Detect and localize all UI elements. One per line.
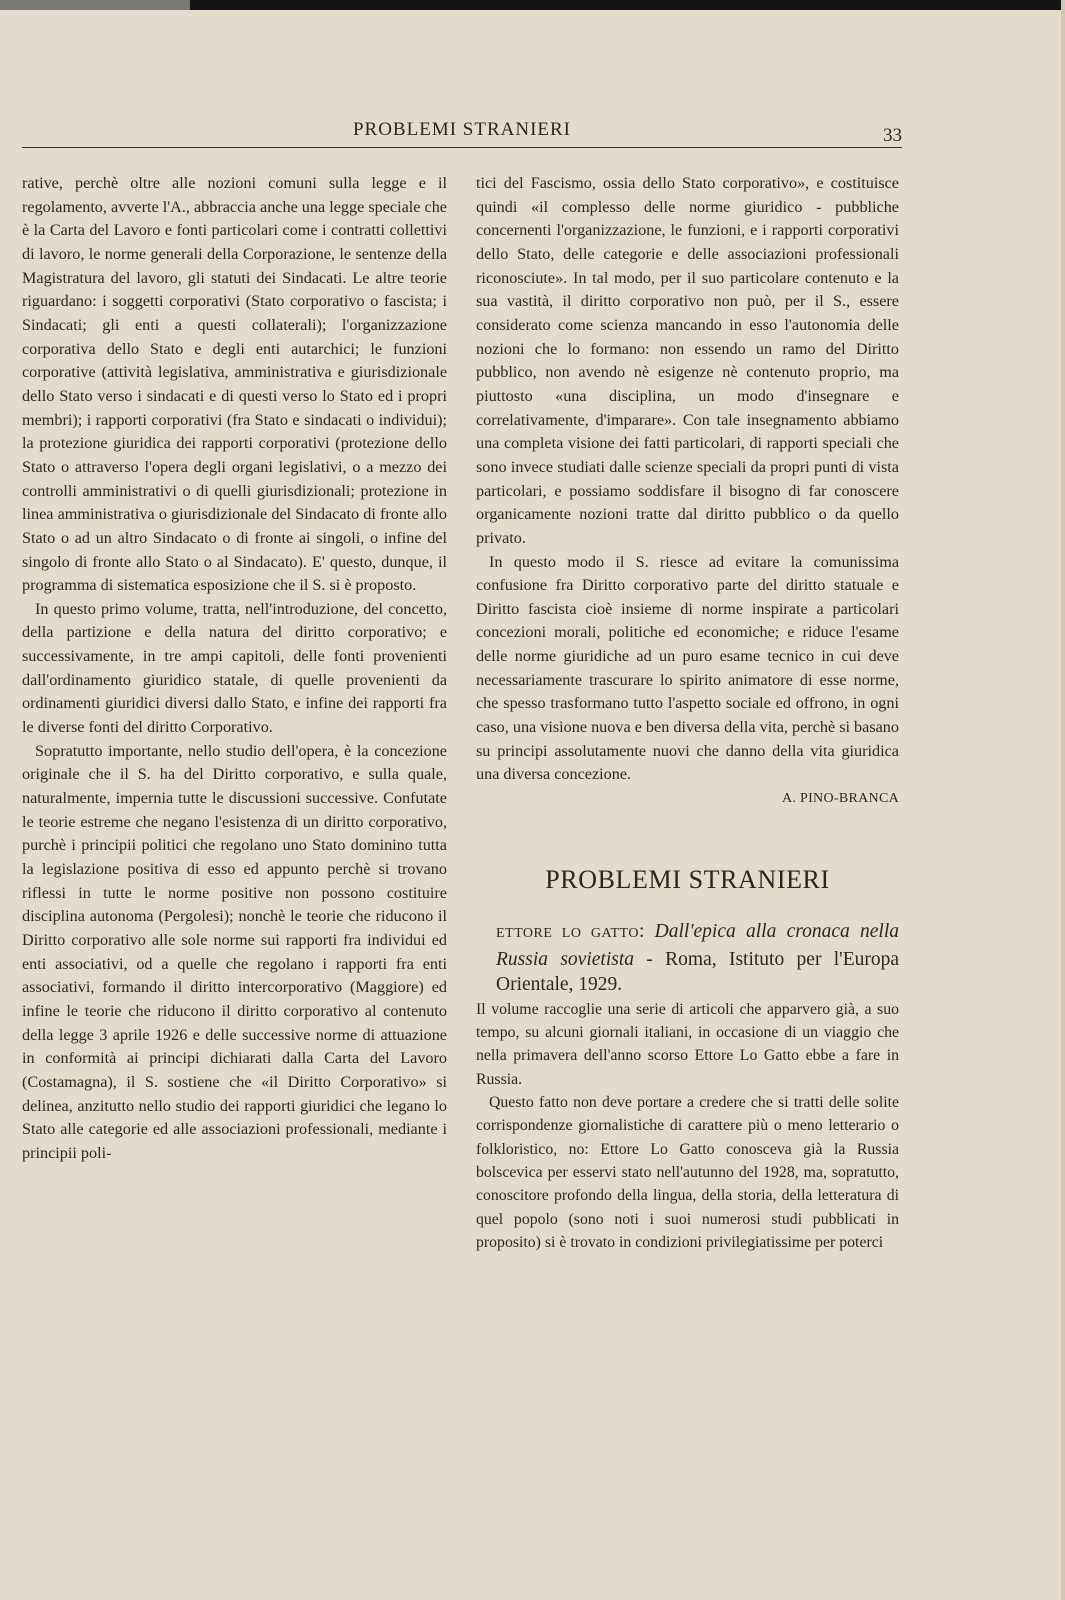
- left-paragraph-3: Sopratutto importante, nello studio dell'opera, è la concezione originale che il S. ha del Diritto corporativo, e sulla quale, naturalmente, impernia tutte le discussioni successive. Confutate le teorie estreme che negano l'esistenza di un diritto corporativo, purchè i principii politici che regolano uno Stato dominino tutta la legislazione positiva di esso ed appunto perchè si trovano riflessi in tutte le norme positive non possono costituire disciplina autonoma (Pergolesi); nonchè le teorie che riducono il Diritto corporativo alle sole norme sui rapporti fra individui ed enti associativi, od a quelle che regolano i rapporti fra enti associativi, formando il diritto intercorporativo (Maggiore) ed infine le teorie che riducono il diritto corporativo al contenuto della legge 3 aprile 1926 e delle successive norme di attuazione in conformità ai principi dichiarati dalla Carta del Lavoro (Costamagna), il S. sostiene che «il Diritto Corporativo» si delinea, anzitutto nello studio dei rapporti giuridici che legano lo Stato alle categorie ed alle associazioni professionali, mediante i principii poli-: [22, 741, 447, 1162]
- section-title: PROBLEMI STRANIERI: [545, 864, 830, 894]
- right-paragraph-2: In questo modo il S. riesce ad evitare la comunissima confusione fra Diritto corporativo parte del diritto statuale e Diritto fascista cioè insieme di norme inspirate a particolari concezioni morali, politiche ed economiche; e riduce l'esame delle norme giuridiche ad un puro esame tecnico in cui deve necessariamente trascurare lo spirito animatore di esse norme, che spesso trasformano tutto l'aspetto sociale ed offrono, in ogni caso, una visione nuova e ben diversa della vita, perchè si basano su principi assolutamente nuovi che danno della vita giuridica una diversa concezione.: [476, 552, 899, 784]
- page-header: [22, 117, 902, 153]
- left-column: [22, 172, 447, 1166]
- header-rule: [22, 147, 902, 148]
- scan-right-edge: [1061, 0, 1065, 1600]
- review-heading: ETTORE LO GATTO: Dall'epica alla cronaca nella Russia sovietista - Roma, Istituto per l'Europa Orientale, 1929.: [496, 921, 900, 996]
- review-paragraph-2: Questo fatto non deve portare a credere che si tratti delle solite corrispondenze giornalistiche di carattere più o meno letterario o folkloristico, no: Ettore Lo Gatto conosceva già la Russia bolscevica per esservi stato nell'autunno del 1928, ma, sopratutto, conoscitore profondo della lingua, della storia, della letteratura di quel popolo (sono noti i suoi numerosi studi pubblicati in proposito) si è trovato in condizioni privilegiatissime per poterci: [476, 1094, 899, 1251]
- page-number: 33: [883, 125, 902, 146]
- right-paragraph-1: tici del Fascismo, ossia dello Stato corporativo», e costituisce quindi «il complesso delle norme giuridico - pubbliche concernenti l'organizzazione, le funzioni, e i rapporti corporativi dello Stato, delle categorie e delle associazioni professionali riconosciute». In tal modo, per il suo particolare contenuto e la sua vastità, il diritto corporativo non può, per il S., essere considerato come scienza mancando in esso l'autonomia delle nozioni che lo formano: non essendo un ramo del Diritto pubblico, non avendo nè esigenze nè contenuto proprio, ma piuttosto «una disciplina, un modo d'insegnare e correlativamente, d'imparare». Con tale insegnamento abbiamo una completa visione dei fatti particolari, di rapporti speciali che sono invece studiati dalle scienze speciali da propri punti di vista particolari, e possiamo soddisfare il bisogno di far conoscere organicamente nozioni tratte dal diritto pubblico o da quello privato.: [476, 174, 899, 547]
- running-title: PROBLEMI STRANIERI: [352, 119, 572, 140]
- left-paragraph-1: rative, perchè oltre alle nozioni comuni sulla legge e il regolamento, avverte l'A., abbraccia anche una legge speciale che è la Carta del Lavoro e fonti particolari come i contratti collettivi di lavoro, le norme generali della Corporazione, le sentenze della Magistratura del lavoro, gli statuti dei Sindacati. Le altre teorie riguardano: i soggetti corporativi (Stato corporativo o fascista; i Sindacati; gli enti a questi collaterali); l'organizzazione corporativa dello Stato e degli enti autarchici; le funzioni corporative (attività legislativa, amministrativa e giurisdizionale dello Stato verso i sindacati e di questi verso lo Stato ed i propri membri); i rapporti corporativi (fra Stato e sindacati o individui); la protezione giuridica dei rapporti corporativi (protezione dello Stato o attraverso l'opera degli organi legislativi, o a mezzo dei controlli amministrativi o di quelli giurisdizionali; protezione in linea amministrativa o giurisdizionale del Sindacato di fronte allo Stato o ad un altro Sindacato o di fronte ai singoli, o infine del singolo di fronte allo Stato o al Sindacato). E' questo, dunque, il programma di sistematica esposizione che il S. si è proposto.: [22, 174, 447, 595]
- right-column: [476, 172, 899, 1254]
- scan-top-border: [0, 0, 1065, 10]
- scan-top-border-left: [0, 0, 190, 10]
- review-book-title: Dall'epica alla cronaca nella Russia sovietista: [496, 921, 899, 970]
- review-paragraph-1: Il volume raccoglie una serie di articoli che apparvero già, a suo tempo, su alcuni giornali italiani, in occasione di un viaggio che nella primavera dell'anno scorso Ettore Lo Gatto ebbe a fare in Russia.: [476, 1000, 899, 1088]
- review-author: ETTORE LO GATTO: [496, 926, 639, 942]
- article-signature: A. PINO-BRANCA: [782, 791, 899, 807]
- left-paragraph-2: In questo primo volume, tratta, nell'introduzione, del concetto, della partizione e della natura del diritto corporativo; e successivamente, in tre ampi capitoli, delle fonti provenienti dall'ordinamento giuridico statale, di quelle provenienti da ordinamenti giuridici diversi dallo Stato, e infine dei rapporti fra le diverse fonti del diritto Corporativo.: [22, 599, 447, 737]
- review-publisher: - Roma, Istituto per l'Europa Orientale, 1929.: [496, 948, 900, 996]
